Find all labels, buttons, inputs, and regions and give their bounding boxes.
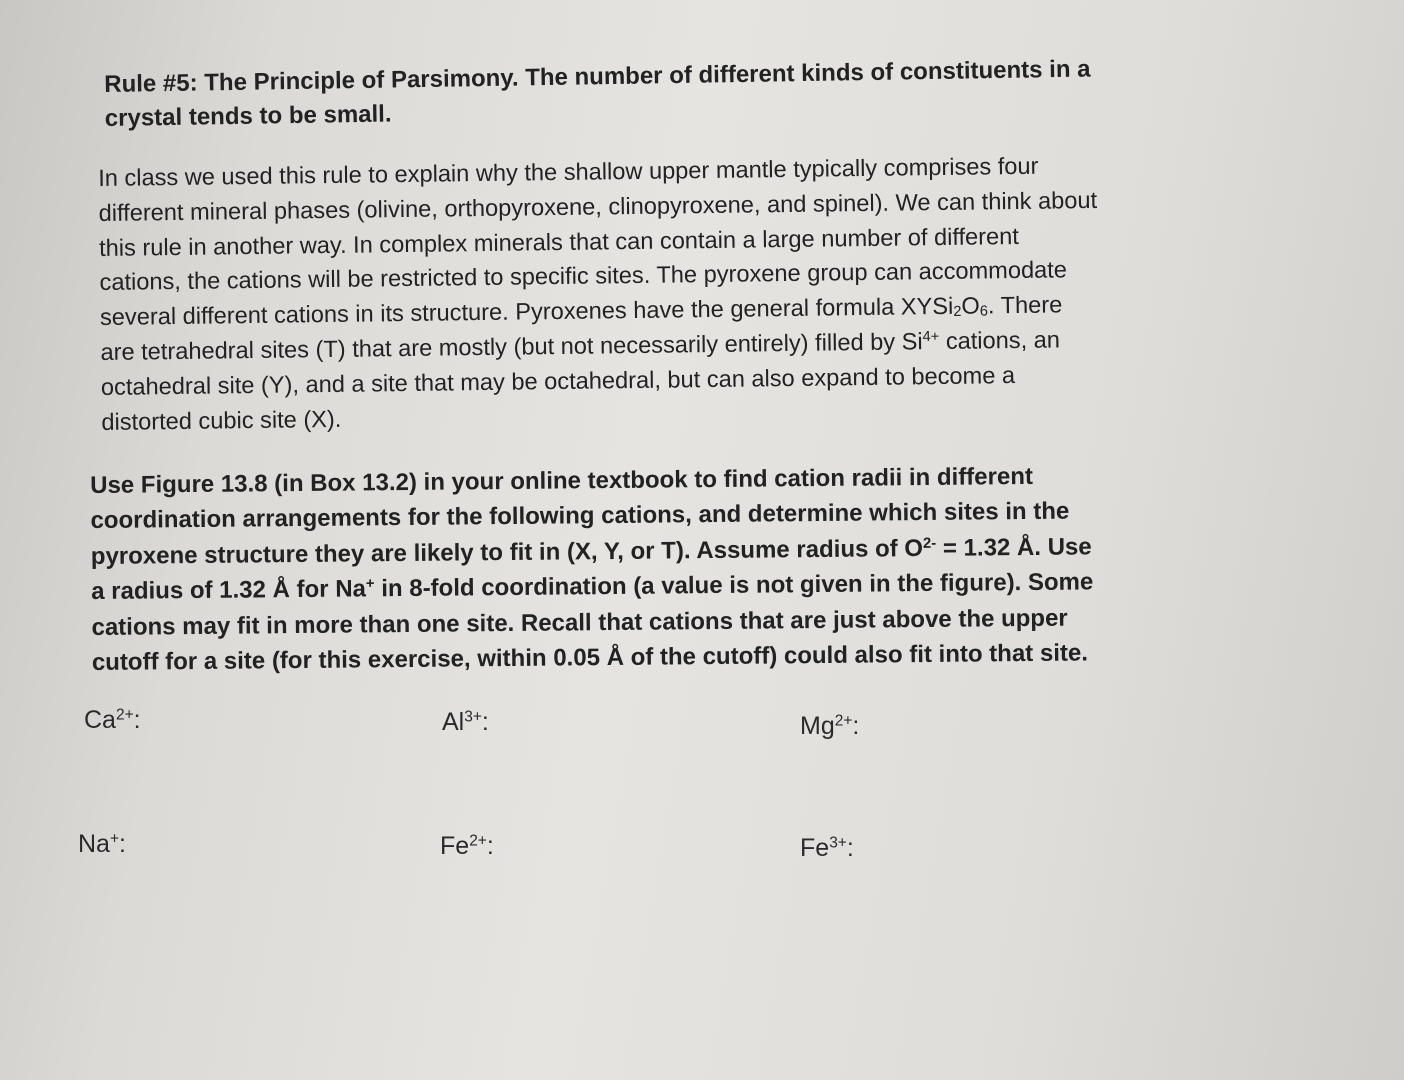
instruction-text: in 8-fold coordination (a value is not given in the figure). Some [374, 568, 1094, 603]
instruction-line: cutoff for a site (for this exercise, within 0.05 Å of the cutoff) could also fit into that site. [91, 639, 1089, 677]
paragraph-line: different mineral phases (olivine, orthopyroxene, clinopyroxene, and spinel). We can think about [98, 187, 1098, 227]
cation-symbol: Mg [800, 712, 835, 740]
formula-subscript: 2 [953, 304, 962, 321]
paragraph-line: distorted cubic site (X). [101, 406, 342, 436]
instruction-line: coordination arrangements for the following cations, and determine which sites in the [90, 498, 1070, 535]
cation-symbol: Na [78, 830, 110, 858]
cation-colon: : [119, 830, 126, 858]
charge-superscript: + [365, 576, 375, 593]
cation-charge: 2+ [469, 832, 487, 850]
cation-colon: : [133, 706, 141, 734]
formula-text: several different cations in its structure. Pyroxenes have the general formula XYSi [99, 294, 954, 332]
cation-charge: 3+ [464, 708, 482, 726]
class-paragraph [98, 147, 1252, 440]
cation-symbol: Al [442, 708, 465, 736]
formula-text: . There [987, 292, 1063, 320]
paragraph-text: cations, an [939, 327, 1061, 355]
paragraph-text: are tetrahedral sites (T) that are mostly (but not necessarily entirely) filled by Si [100, 329, 923, 366]
cation-symbol: Ca [84, 706, 116, 734]
paragraph-line: In class we used this rule to explain why the shallow upper mantle typically comprises four [98, 153, 1039, 192]
rule-heading-line: crystal tends to be small. [104, 100, 392, 132]
charge-superscript: 2- [922, 535, 937, 552]
formula-subscript: 6 [979, 303, 989, 320]
instruction-text: = 1.32 Å. Use [936, 533, 1092, 562]
instruction-text: a radius of 1.32 Å for Na [91, 575, 367, 606]
cation-colon: : [852, 712, 860, 740]
cation-colon: : [481, 708, 489, 736]
cation-symbol: Fe [440, 832, 470, 860]
charge-superscript: 4+ [922, 328, 940, 346]
instruction-line: Use Figure 13.8 (in Box 13.2) in your online textbook to find cation radii in different [90, 462, 1034, 499]
cation-answer-aluminum [442, 708, 489, 737]
cation-answer-calcium [84, 706, 141, 735]
figure-instructions [90, 457, 1237, 680]
rule-heading [104, 50, 1235, 136]
formula-text: O [961, 293, 980, 320]
cation-charge: 3+ [829, 834, 847, 852]
instruction-text: pyroxene structure they are likely to fit in (X, Y, or T). Assume radius of O [90, 534, 924, 570]
cation-colon: : [846, 834, 854, 862]
cation-answer-iron-iii [800, 834, 854, 863]
cation-colon: : [486, 832, 494, 860]
paragraph-line: octahedral site (Y), and a site that may be octahedral, but can also expand to become a [100, 362, 1016, 401]
cation-answer-magnesium [800, 712, 859, 741]
cation-charge: + [109, 830, 120, 848]
instruction-line: cations may fit in more than one site. Recall that cations that are just above the upper [91, 604, 1068, 641]
rule-heading-line: Rule #5: The Principle of Parsimony. The number of different kinds of constituents in a [104, 55, 1091, 98]
paragraph-line: this rule in another way. In complex minerals that can contain a large number of different [98, 223, 1020, 262]
cation-answer-iron-ii [440, 832, 494, 861]
cation-charge: 2+ [115, 706, 134, 724]
cation-answer-sodium [78, 830, 126, 859]
cation-symbol: Fe [800, 834, 830, 862]
cation-charge: 2+ [834, 712, 853, 730]
paragraph-line: cations, the cations will be restricted to specific sites. The pyroxene group can accommodate [99, 257, 1068, 297]
